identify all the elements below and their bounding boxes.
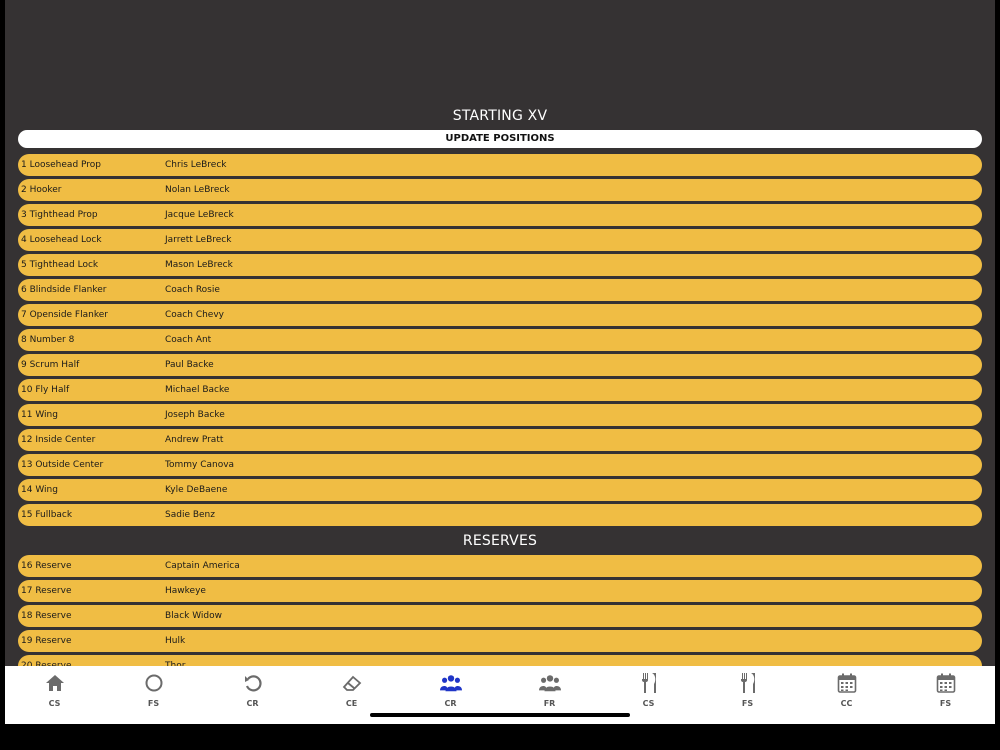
player-name: Coach Ant	[165, 335, 212, 345]
player-name: Michael Backe	[165, 385, 230, 395]
player-row[interactable]	[18, 404, 982, 426]
player-row[interactable]	[18, 229, 982, 251]
position-label: 16 Reserve	[21, 561, 72, 571]
tab-label: CR	[246, 699, 259, 708]
position-label: 13 Outside Center	[21, 460, 104, 470]
position-label: 8 Number 8	[21, 335, 75, 345]
tab-fs-9[interactable]	[896, 666, 995, 724]
player-name: Paul Backe	[165, 360, 214, 370]
calendar-icon	[935, 672, 957, 694]
position-label: 6 Blindside Flanker	[21, 285, 107, 295]
player-name: Joseph Backe	[165, 410, 225, 420]
player-name: Black Widow	[165, 611, 222, 621]
tab-label: CC	[840, 699, 853, 708]
player-row[interactable]	[18, 504, 982, 526]
team-icon	[440, 672, 462, 694]
update-positions-button[interactable]: UPDATE POSITIONS	[18, 130, 982, 148]
home-indicator	[370, 713, 630, 717]
tab-label: FS	[939, 699, 952, 708]
tab-label: CS	[48, 699, 61, 708]
position-label: 15 Fullback	[21, 510, 73, 520]
player-row[interactable]	[18, 329, 982, 351]
player-name: Coach Rosie	[165, 285, 220, 295]
player-row[interactable]	[18, 429, 982, 451]
team-icon	[539, 672, 561, 694]
player-name: Mason LeBreck	[165, 260, 233, 270]
tab-cr-2[interactable]	[203, 666, 302, 724]
position-label: 4 Loosehead Lock	[21, 235, 102, 245]
tab-label: CS	[642, 699, 655, 708]
utensils-icon	[638, 672, 660, 694]
player-name: Andrew Pratt	[165, 435, 224, 445]
player-name: Coach Chevy	[165, 310, 224, 320]
player-name: Nolan LeBreck	[165, 185, 230, 195]
player-row[interactable]	[18, 279, 982, 301]
tab-label: FS	[147, 699, 160, 708]
position-label: 9 Scrum Half	[21, 360, 80, 370]
position-label: 17 Reserve	[21, 586, 72, 596]
position-label: 19 Reserve	[21, 636, 72, 646]
player-row[interactable]	[18, 304, 982, 326]
player-name: Sadie Benz	[165, 510, 215, 520]
reserves-title: RESERVES	[462, 533, 538, 549]
position-label: 5 Tighthead Lock	[21, 260, 99, 270]
home-icon	[44, 672, 66, 694]
position-label: 1 Loosehead Prop	[21, 160, 102, 170]
player-row[interactable]	[18, 354, 982, 376]
position-label: 2 Hooker	[21, 185, 62, 195]
player-row[interactable]	[18, 254, 982, 276]
player-row[interactable]	[18, 179, 982, 201]
player-row[interactable]	[18, 479, 982, 501]
eraser-icon	[341, 672, 363, 694]
undo-icon	[242, 672, 264, 694]
position-label: 12 Inside Center	[21, 435, 96, 445]
player-name: Hawkeye	[165, 586, 206, 596]
tab-label: FS	[741, 699, 754, 708]
player-row[interactable]	[18, 454, 982, 476]
player-row[interactable]	[18, 605, 982, 627]
tab-fs-7[interactable]	[698, 666, 797, 724]
player-row[interactable]	[18, 630, 982, 652]
player-name: Kyle DeBaene	[165, 485, 228, 495]
player-row[interactable]	[18, 379, 982, 401]
player-name: Chris LeBreck	[165, 160, 227, 170]
player-name: Jarrett LeBreck	[165, 235, 232, 245]
position-label: 11 Wing	[21, 410, 58, 420]
tab-label: CR	[444, 699, 457, 708]
tab-label: CE	[345, 699, 358, 708]
player-row[interactable]	[18, 204, 982, 226]
player-row[interactable]	[18, 580, 982, 602]
position-label: 3 Tighthead Prop	[21, 210, 98, 220]
player-name: Jacque LeBreck	[165, 210, 234, 220]
player-name: Tommy Canova	[165, 460, 235, 470]
player-row[interactable]	[18, 555, 982, 577]
tab-cc-8[interactable]	[797, 666, 896, 724]
circle-icon	[143, 672, 165, 694]
calendar-icon	[836, 672, 858, 694]
app-screen	[5, 0, 995, 724]
position-label: 10 Fly Half	[21, 385, 70, 395]
starting-xv-title: STARTING XV	[452, 108, 548, 124]
position-label: 14 Wing	[21, 485, 58, 495]
tab-fs-1[interactable]	[104, 666, 203, 724]
position-label: 18 Reserve	[21, 611, 72, 621]
reserves-list	[18, 555, 982, 680]
player-name: Captain America	[165, 561, 240, 571]
starting-xv-list	[18, 154, 982, 529]
player-row[interactable]	[18, 154, 982, 176]
tab-label: FR	[543, 699, 556, 708]
utensils-icon	[737, 672, 759, 694]
player-name: Hulk	[165, 636, 186, 646]
position-label: 7 Openside Flanker	[21, 310, 108, 320]
tab-cs-0[interactable]	[5, 666, 104, 724]
